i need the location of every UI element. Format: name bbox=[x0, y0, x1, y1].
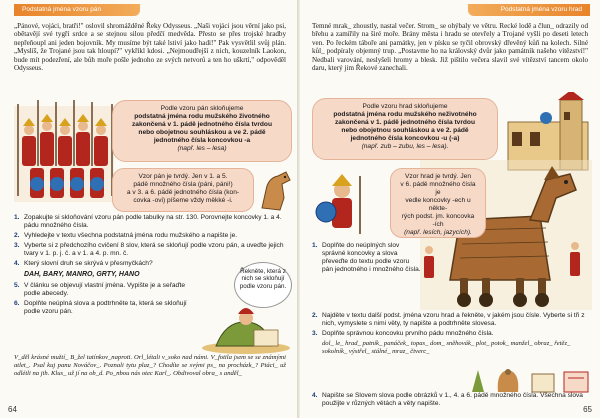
side-speech-bubble: Řekněte, která z nich se skloňují podle vzoru pán. bbox=[234, 262, 292, 308]
right-task-3 bbox=[312, 330, 588, 338]
task-4-number: 4. bbox=[14, 260, 20, 267]
rule-hrad-line-2: podstatná jména rodu mužského neživotného bbox=[333, 111, 477, 118]
left-story-text: „Pánové, vojáci, bratři!" oslovil shromážděné Řeky Odysseus. „Naši vojáci jsou věrní jako psi, obětavějí své tygří srdce a se stejnou silou předčí medvěda. Přesto se přes trojské hradby nepřeňoupl ani jeden bojovník. My musíme být také lstiví jako hadi!" Pak vysvětlil svůj plán. „Myslíš, že Trojané jsou tak hloupí?" vykřikl kdosi. „Nejmoudřejší z nich, kouzelník Laokon, bude mít podezření, ale bůh moře pošle jednoho ze svých netvorů a ten ho uškrtí," odpověděl Odysseus. bbox=[14, 22, 286, 73]
rule-hrad-line-3: zakončená v 1. pádě jednotného čísla tvrdou bbox=[335, 119, 475, 126]
rule-hrad-hard-line-3: vedle koncovky -ech u někte- bbox=[405, 197, 471, 212]
rule-bubble-pan bbox=[112, 100, 292, 162]
right-page bbox=[300, 0, 600, 418]
rule-pan-hard-line-1: Vzor pán je tvrdý. Jen v 1. a 5. bbox=[138, 173, 228, 180]
right-task-4-text: Napište se Slovem slova podle obrázků v 1., 4. a 6. pádě množného čísla. Všechna slova použijte v různých větách a věty napište. bbox=[322, 392, 583, 407]
rule-pan-line-3: zakončená v 1. pádě jednotného čísla tvrdou bbox=[132, 121, 272, 128]
scholar-illustration bbox=[196, 300, 294, 356]
right-task-4-number: 4. bbox=[312, 392, 318, 399]
right-task-3-text: Doplňte správnou koncovku prvního pádu množného čísla. bbox=[322, 330, 494, 337]
right-task-1-text: Doplňte do neúplných slov správné koncovky a slova převeďte do textu podle vzoru pán jednotného i množného čísla. bbox=[322, 242, 421, 273]
task-6-text: Doplňte neúplná slova a podtrhněte ta, která se skloňují podle vzoru pán. bbox=[24, 300, 187, 315]
task-6 bbox=[14, 300, 202, 316]
rule-bubble-hrad-hard bbox=[390, 168, 486, 238]
rule-pan-hard-line-4: covka -ovi) píšeme vždy měkké -i. bbox=[133, 197, 233, 204]
rule-bubble-pan-hard bbox=[112, 168, 254, 212]
left-page-header: Podstatná jména vzoru pán bbox=[14, 4, 140, 16]
fill-in-exercise-text: V_děl krásné mužtí_ B_žel tatínkov_naproti. Orl_létali v_soko nad námi. V_fotila jsem se se známými atlet_. Psal kuj panu Nováčov_. Poznali tytu plaz_? Chodíte se svými ps_ na procházk_? Ptáci_ už odlétli na jih. Klus_ už jí na ob_d. Po_nbou nás otec Karl_. Obdivoval obra_ s anděl_ bbox=[14, 354, 286, 378]
task-5 bbox=[14, 282, 202, 298]
rule-pan-line-4: nebo obojetnou souhláskou a ve 2. pádě bbox=[138, 129, 266, 136]
task-1 bbox=[14, 214, 284, 230]
task-3-number: 3. bbox=[14, 242, 20, 249]
task-5-number: 5. bbox=[14, 282, 20, 289]
right-task-1-number: 1. bbox=[312, 242, 318, 249]
right-task-1 bbox=[312, 242, 422, 274]
rule-pan-line-6: (např. les – lesa) bbox=[177, 145, 227, 152]
rule-pan-hard-line-3: a v 3. a 6. pádě jednotného čísla (kon- bbox=[126, 189, 240, 196]
rule-hrad-line-1: Podle vzoru hrad skloňujeme bbox=[362, 103, 448, 110]
rule-hrad-line-6: (např. zub – zubu, les – lesa). bbox=[361, 143, 449, 150]
right-page-number: 65 bbox=[583, 405, 592, 414]
right-story-text: Temné mrak_ zhoustly, nastal večer. Strom_ se ohýbaly ve větru. Recké lodě a člun_ odrazily od břehu a zamířily na širé moře. Brány města i hradu se otevřely a Trojané vyšli po deseti letech ven. Po řeckém táboře ani památky, jen v písku se tyčil obrovský dřevěný kůň na kolech. Silné kůl_ podpíraly objemný trup. „Postavme ho na královský dvůr jako památník našeho vítězství!" Nedbali varování, neslyšeli hromy a blesk. Již pištilo večera slavil své vítězství tancem okolo daru, který jim Řekové zanechali. bbox=[312, 22, 588, 73]
right-task-2-text: Najděte v textu další podst. jména vzoru hrad a řekněte, v jakém jsou čísle. Vyberte si tři z nich, vymyslete s nimi věty, ty napište a podtrhněte slovesa. bbox=[322, 312, 585, 327]
right-task-4 bbox=[312, 392, 588, 408]
rule-pan-line-5: jednotného čísla koncovkou -a bbox=[153, 137, 251, 144]
rule-hrad-hard-line-1: Vzor hrad je tvrdý. Jen bbox=[405, 173, 471, 180]
task-2 bbox=[14, 232, 284, 240]
right-task-3-number: 3. bbox=[312, 330, 318, 337]
rule-bubble-hrad bbox=[312, 98, 498, 160]
rule-pan-hard-line-2: pádě množného čísla (páni, páni!) bbox=[133, 181, 233, 188]
task-1-number: 1. bbox=[14, 214, 20, 221]
rule-pan-line-1: Podle vzoru pán skloňujeme bbox=[160, 105, 244, 112]
task-2-number: 2. bbox=[14, 232, 20, 239]
right-task-2-number: 2. bbox=[312, 312, 318, 319]
rule-hrad-hard-line-5: (např. lesích, jazycích). bbox=[404, 229, 472, 236]
task-4 bbox=[14, 260, 202, 268]
task-4-text: Který slovní druh se skrývá v přesmyčkách? bbox=[24, 260, 153, 267]
right-task-2 bbox=[312, 312, 588, 328]
rule-hrad-hard-line-4: rých podst. jm. koncovka -ích bbox=[401, 213, 475, 228]
left-page-number: 64 bbox=[8, 405, 17, 414]
endings-exercise-words: dol_ le_ hrad_ patník_ panáček_ topas_ dom_ sněhovák_ plot_ potok_ manžel_ obraz_ řetěz_ sokolník_ výstřel_ stálné_ mraz_ čtverc_ bbox=[322, 340, 571, 356]
soldiers-illustration bbox=[10, 96, 120, 206]
horse-illustration bbox=[256, 168, 296, 214]
warrior-illustration bbox=[312, 172, 378, 236]
right-task-4-block bbox=[312, 392, 588, 410]
task-3 bbox=[14, 242, 284, 258]
task-5-text: V článku se objevují vlastní jména. Vypište je a seřaďte podle abecedy. bbox=[24, 282, 186, 297]
task-1-text: Zopakujte si skloňování vzoru pán podle tabulky na str. 130. Porovnejte koncovky 1. a 4. pádu množného čísla. bbox=[24, 214, 282, 229]
anagram-words: DAH, BARY, MANRO, GRTY, HANO bbox=[24, 271, 140, 278]
rule-hrad-hard-line-2: v 6. pádě množného čísla je bbox=[400, 181, 476, 196]
task-2-text: Vyhledejte v textu všechna podstatná jména rodu mužského a napište je. bbox=[24, 232, 238, 239]
task-6-number: 6. bbox=[14, 300, 20, 307]
right-page-header: Podstatná jména vzoru hrad bbox=[468, 4, 590, 16]
task-3-text: Vyberte si z předchozího cvičení 8 slov, která se skloňují podle vzoru pán, a uveďte jejich tvary v 1. p. j. č. a v 1. a 4. p. mn. č. bbox=[24, 242, 284, 257]
right-tasks bbox=[312, 312, 588, 358]
rule-hrad-line-5: jednotného čísla koncovkou -u (-a) bbox=[350, 135, 460, 142]
rule-hrad-line-4: nebo obojetnou souhláskou a ve 2. pádě bbox=[341, 127, 469, 134]
right-task-1-block bbox=[312, 242, 422, 276]
rule-pan-line-2: podstatná jména rodu mužského životného bbox=[134, 113, 270, 120]
objects-pictures bbox=[468, 366, 592, 394]
